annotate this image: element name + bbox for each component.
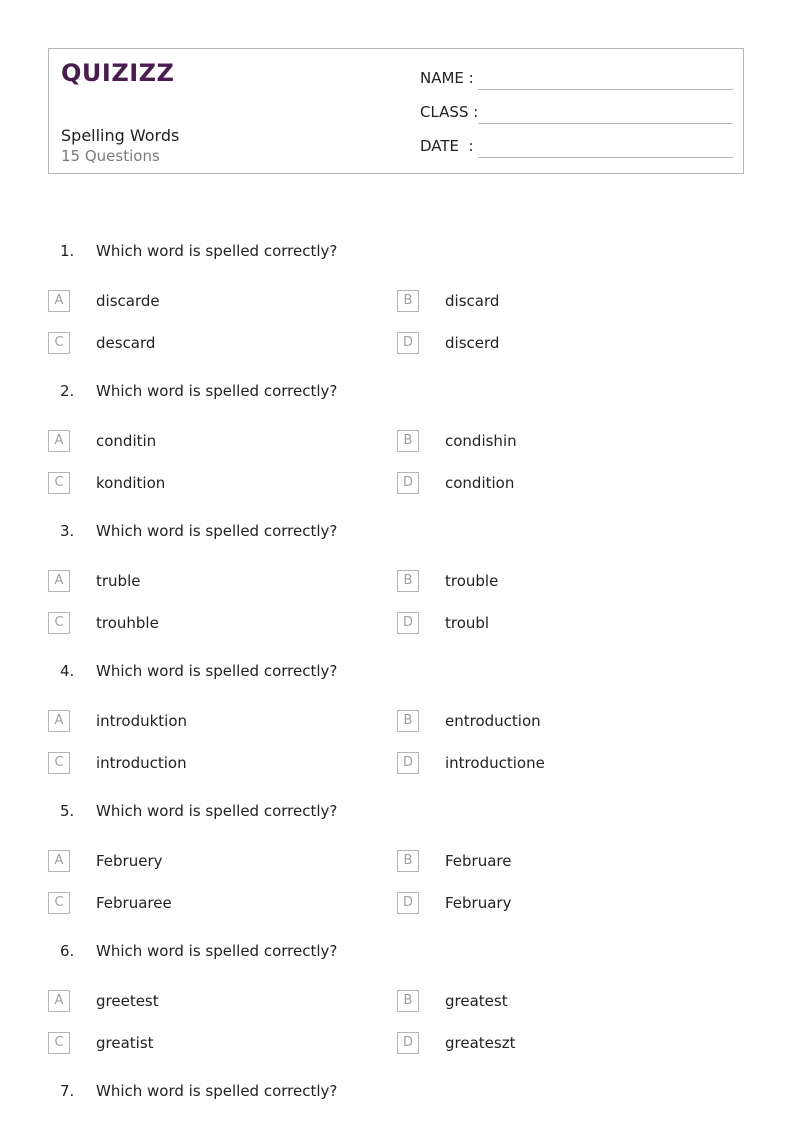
option-c[interactable] [48, 612, 348, 636]
option-a[interactable] [48, 290, 348, 314]
option-d[interactable] [397, 472, 697, 496]
option-c[interactable] [48, 892, 348, 916]
option-b[interactable] [397, 990, 697, 1014]
option-letter-box: D [397, 332, 419, 354]
option-letter-box: D [397, 472, 419, 494]
option-b[interactable] [397, 570, 697, 594]
name-field[interactable] [420, 69, 733, 91]
class-label: CLASS : [420, 103, 479, 121]
quizizz-logo: QUIZIZZ [61, 59, 175, 87]
option-letter-box: B [397, 570, 419, 592]
question-3 [0, 522, 794, 662]
option-a[interactable] [48, 570, 348, 594]
option-letter-box: D [397, 752, 419, 774]
option-a[interactable] [48, 430, 348, 454]
option-text: introductione [445, 754, 545, 772]
option-d[interactable] [397, 752, 697, 776]
option-text: Februery [96, 852, 163, 870]
option-text: entroduction [445, 712, 541, 730]
question-number: 6. [60, 942, 75, 960]
option-d[interactable] [397, 892, 697, 916]
question-4 [0, 662, 794, 802]
option-text: kondition [96, 474, 166, 492]
question-6 [0, 942, 794, 1082]
option-text: Februare [445, 852, 512, 870]
question-count: 15 Questions [61, 147, 160, 165]
option-b[interactable] [397, 430, 697, 454]
question-number: 4. [60, 662, 75, 680]
option-text: greatist [96, 1034, 154, 1052]
option-letter-box: C [48, 332, 70, 354]
option-text: introduktion [96, 712, 188, 730]
option-letter-box: C [48, 892, 70, 914]
date-line[interactable] [478, 157, 733, 158]
option-letter-box: C [48, 752, 70, 774]
option-text: Februaree [96, 894, 172, 912]
option-text: conditin [96, 432, 157, 450]
option-text: February [445, 894, 512, 912]
option-letter-box: B [397, 990, 419, 1012]
option-d[interactable] [397, 1032, 697, 1056]
option-text: condishin [445, 432, 517, 450]
question-text: Which word is spelled correctly? [96, 382, 338, 400]
option-letter-box: C [48, 1032, 70, 1054]
option-text: introduction [96, 754, 187, 772]
option-a[interactable] [48, 850, 348, 874]
option-a[interactable] [48, 990, 348, 1014]
option-b[interactable] [397, 850, 697, 874]
option-letter-box: A [48, 850, 70, 872]
option-d[interactable] [397, 332, 697, 356]
option-text: discerd [445, 334, 500, 352]
option-text: descard [96, 334, 156, 352]
option-letter-box: B [397, 850, 419, 872]
question-number: 1. [60, 242, 75, 260]
option-letter-box: B [397, 430, 419, 452]
option-text: greateszt [445, 1034, 516, 1052]
question-5 [0, 802, 794, 942]
question-2 [0, 382, 794, 522]
worksheet-header [48, 48, 744, 174]
question-text: Which word is spelled correctly? [96, 522, 338, 540]
option-d[interactable] [397, 612, 697, 636]
question-text: Which word is spelled correctly? [96, 1082, 338, 1100]
option-letter-box: A [48, 430, 70, 452]
class-line[interactable] [478, 123, 733, 124]
option-c[interactable] [48, 1032, 348, 1056]
question-text: Which word is spelled correctly? [96, 802, 338, 820]
option-c[interactable] [48, 332, 348, 356]
option-a[interactable] [48, 710, 348, 734]
option-text: discard [445, 292, 500, 310]
option-letter-box: B [397, 290, 419, 312]
name-label: NAME : [420, 69, 474, 87]
option-letter-box: D [397, 1032, 419, 1054]
option-text: trouble [445, 572, 499, 590]
option-text: greetest [96, 992, 159, 1010]
option-text: condition [445, 474, 515, 492]
class-field[interactable] [420, 103, 733, 125]
option-letter-box: A [48, 710, 70, 732]
question-number: 2. [60, 382, 75, 400]
option-text: truble [96, 572, 141, 590]
option-letter-box: A [48, 990, 70, 1012]
date-field[interactable] [420, 137, 733, 159]
question-text: Which word is spelled correctly? [96, 942, 338, 960]
option-b[interactable] [397, 710, 697, 734]
option-b[interactable] [397, 290, 697, 314]
option-text: troubl [445, 614, 490, 632]
option-letter-box: D [397, 892, 419, 914]
option-letter-box: D [397, 612, 419, 634]
option-letter-box: A [48, 570, 70, 592]
question-number: 7. [60, 1082, 75, 1100]
option-text: discarde [96, 292, 160, 310]
worksheet-title: Spelling Words [61, 126, 180, 145]
option-letter-box: A [48, 290, 70, 312]
question-number: 3. [60, 522, 75, 540]
name-line[interactable] [478, 89, 733, 90]
option-letter-box: C [48, 472, 70, 494]
option-text: trouhble [96, 614, 159, 632]
option-letter-box: C [48, 612, 70, 634]
option-text: greatest [445, 992, 508, 1010]
question-7 [0, 1082, 794, 1112]
option-c[interactable] [48, 752, 348, 776]
option-c[interactable] [48, 472, 348, 496]
date-label: DATE : [420, 137, 474, 155]
question-1 [0, 242, 794, 382]
question-number: 5. [60, 802, 75, 820]
question-text: Which word is spelled correctly? [96, 242, 338, 260]
option-letter-box: B [397, 710, 419, 732]
question-text: Which word is spelled correctly? [96, 662, 338, 680]
